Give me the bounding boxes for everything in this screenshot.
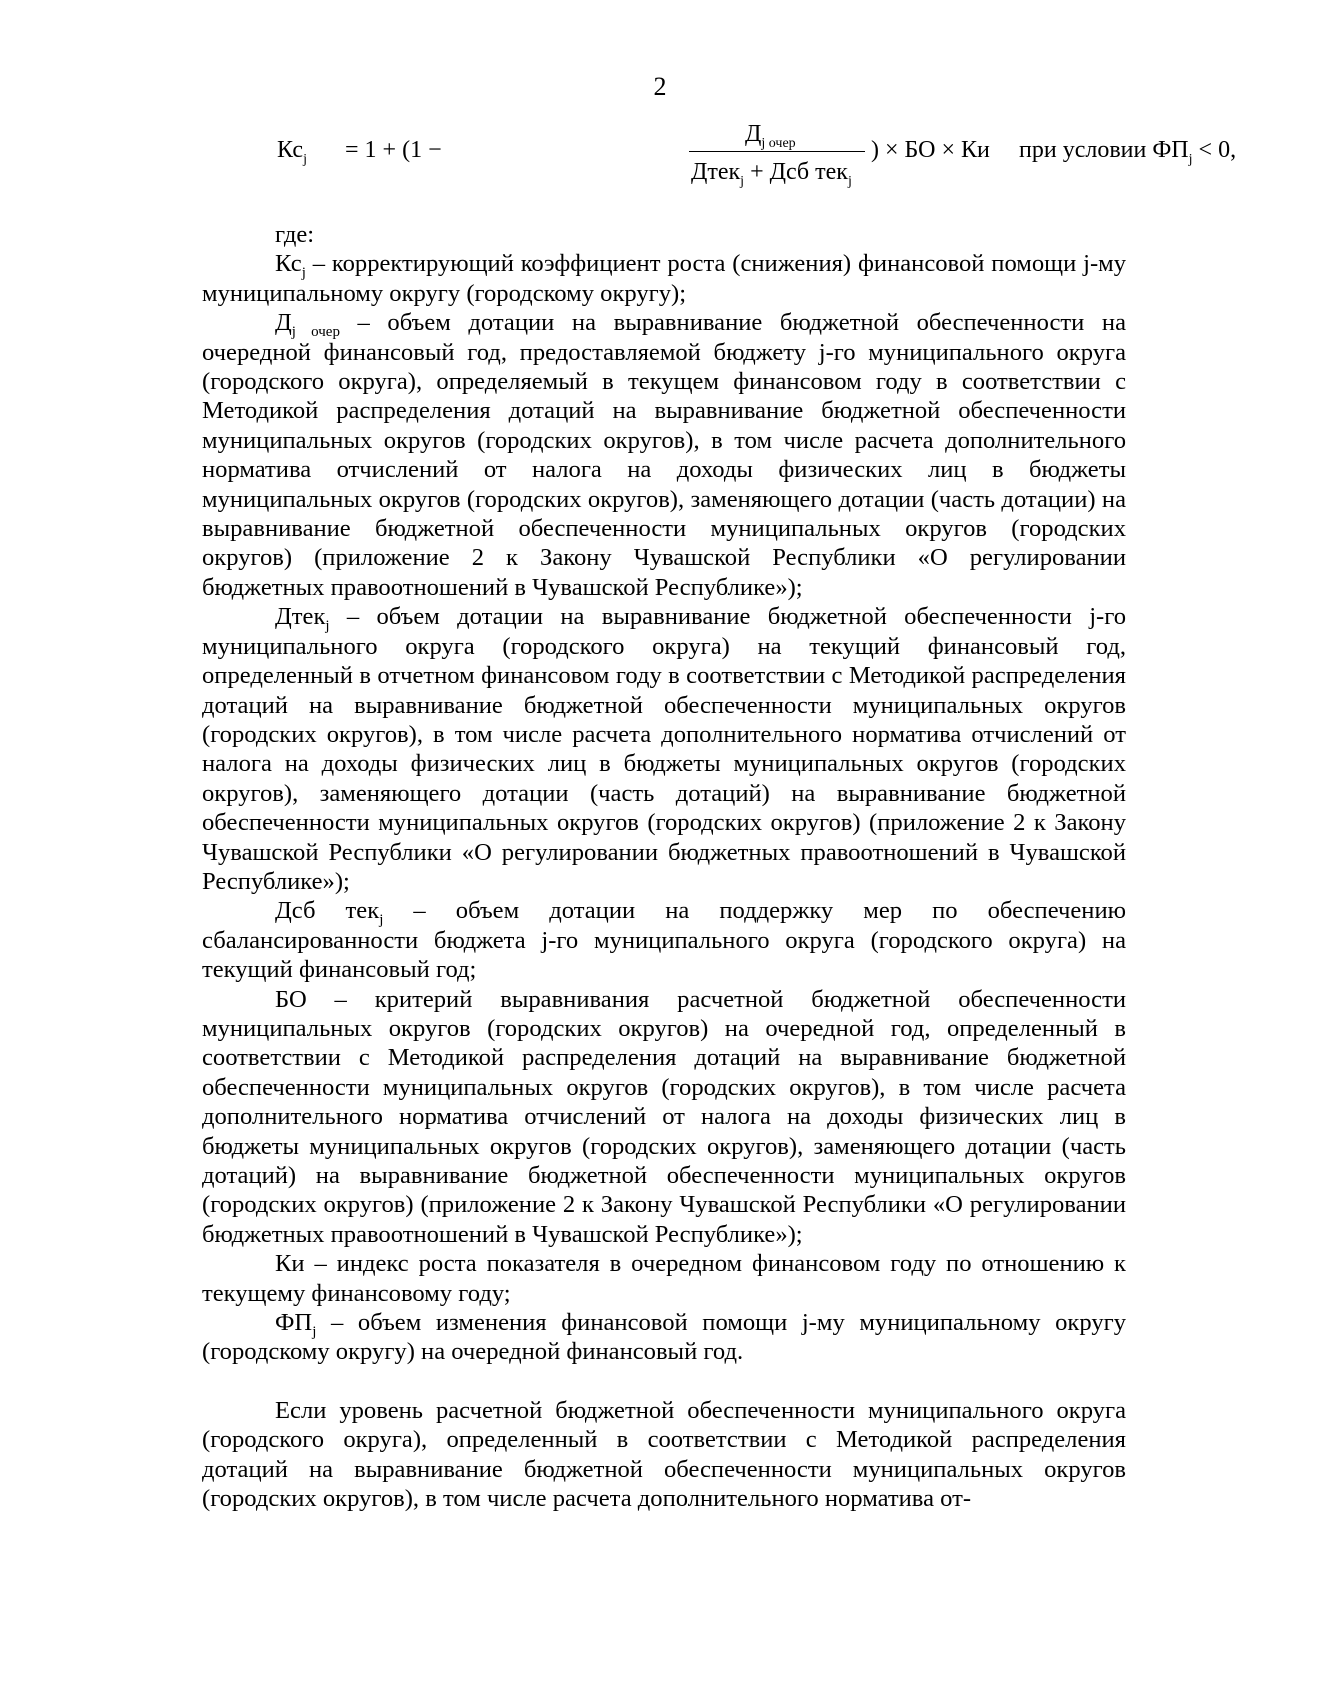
formula-numerator-sub: j очер: [761, 135, 796, 151]
definition-d-ocher: [202, 308, 1126, 602]
formula-denominator-a-sub: j: [740, 173, 745, 189]
formula-lhs-symbol: Кс: [277, 137, 304, 163]
formula-numerator-symbol: Д: [745, 121, 762, 147]
formula-denominator-b: Дсб тек: [769, 159, 848, 185]
formula-condition-text: при условии ФП: [1019, 137, 1189, 163]
formula-lhs: [277, 138, 307, 167]
definition-term-sub: j: [325, 618, 330, 635]
definition-term-sub: j: [379, 912, 384, 929]
definition-term: Кс: [275, 250, 302, 278]
final-paragraph: Если уровень расчетной бюджетной обеспеченности муниципального округа (городского округа), определенный в соответствии с Методикой распределения дотаций на выравнивание бюджетной обеспеченности муниципальных округов (городских округов), в том числе расчета дополнительного норматива от-: [202, 1396, 1126, 1513]
formula-numerator: [745, 122, 796, 151]
formula-denominator-a: Дтек: [691, 159, 741, 185]
definition-term: ФП: [275, 1309, 313, 1337]
definition-text: – индекс роста показателя в очередном финансовом году по отношению к текущему финансовому году;: [202, 1250, 1126, 1307]
formula-lhs-sub: j: [303, 151, 307, 167]
definition-dsb-tek: [202, 896, 1126, 984]
definition-text: – объем дотации на выравнивание бюджетной обеспеченности j-го муниципального округа (городского округа) на текущий финансовый год, определенный в отчетном финансовом году в соответствии с Методикой распределения дотаций на выравнивание бюджетной обеспеченности муниципальных округов (городских округов), в том числе расчета дополнительного норматива отчислений от налога на доходы физических лиц в бюджеты муниципальных округов (городских округов), заменяющего дотации (часть дотаций) на выравнивание бюджетной обеспеченности муниципальных округов (городских округов) (приложение 2 к Закону Чувашской Республики «О регулировании бюджетных правоотношений в Чувашской Республике»);: [202, 603, 1126, 895]
paragraph-gap: [202, 1367, 1126, 1396]
definition-text: – объем дотации на выравнивание бюджетной обеспеченности на очередной финансовый год, предоставляемой бюджету j-го муниципального округа (городского округа), определяемый в текущем финансовом году в соответствии с Методикой распределения дотаций на выравнивание бюджетной обеспеченности муниципальных округов (городских округов), в том числе расчета дополнительного норматива отчислений от налога на доходы физических лиц в бюджеты муниципальных округов (городских округов), заменяющего дотации (часть дотации) на выравнивание бюджетной обеспеченности муниципальных округов (городских округов) (приложение 2 к Закону Чувашской Республики «О регулировании бюджетных правоотношений в Чувашской Республике»);: [202, 309, 1126, 601]
definition-kc: [202, 249, 1126, 308]
definition-bo: [202, 985, 1126, 1250]
definition-ki: [202, 1249, 1126, 1308]
definition-text: – критерий выравнивания расчетной бюджетной обеспеченности муниципальных округов (городских округов) на очередной год, определенный в соответствии с Методикой распределения дотаций на выравнивание бюджетной обеспеченности муниципальных округов (городских округов), в том числе расчета дополнительного норматива отчислений от налога на доходы физических лиц в бюджеты муниципальных округов (городских округов), заменяющего дотации (часть дотаций) на выравнивание бюджетной обеспеченности муниципальных округов (городских округов) (приложение 2 к Закону Чувашской Республики «О регулировании бюджетных правоотношений в Чувашской Республике»);: [202, 985, 1126, 1248]
definition-term-sub: j: [312, 1323, 317, 1340]
formula-denominator-plus: +: [750, 159, 764, 185]
formula-condition: [1019, 138, 1236, 167]
definition-term-sub: j: [301, 265, 306, 282]
definition-term-sub: j очер: [291, 324, 340, 341]
definition-term: Д: [275, 309, 292, 337]
definition-dtek: [202, 602, 1126, 896]
formula-denominator: [691, 160, 852, 189]
formula-denominator-b-sub: j: [847, 173, 852, 189]
formula-eq-prefix: = 1 + (1 −: [345, 137, 442, 163]
definition-term: БО: [275, 985, 307, 1013]
definition-term: Дсб тек: [275, 897, 380, 925]
formula-condition-tail: < 0,: [1198, 137, 1237, 163]
where-label: где:: [275, 221, 315, 248]
document-body: [202, 220, 1126, 1513]
definition-text: – объем изменения финансовой помощи j-му муниципальному округу (городскому округу) на очередной финансовый год.: [202, 1309, 1126, 1366]
formula-condition-sub: j: [1188, 151, 1193, 167]
definition-term: Ки: [275, 1250, 305, 1278]
definition-text: – объем дотации на поддержку мер по обеспечению сбалансированности бюджета j-го муниципального округа (городского округа) на текущий финансовый год;: [202, 897, 1126, 984]
formula-tail: ) × БО × Ки: [871, 137, 990, 163]
definition-fp: [202, 1308, 1126, 1367]
definition-text: – корректирующий коэффициент роста (снижения) финансовой помощи j-му муниципальному округу (городскому округу);: [202, 250, 1126, 307]
page-number: 2: [653, 72, 667, 101]
fraction-line: [689, 151, 865, 152]
definition-term: Дтек: [275, 603, 326, 631]
